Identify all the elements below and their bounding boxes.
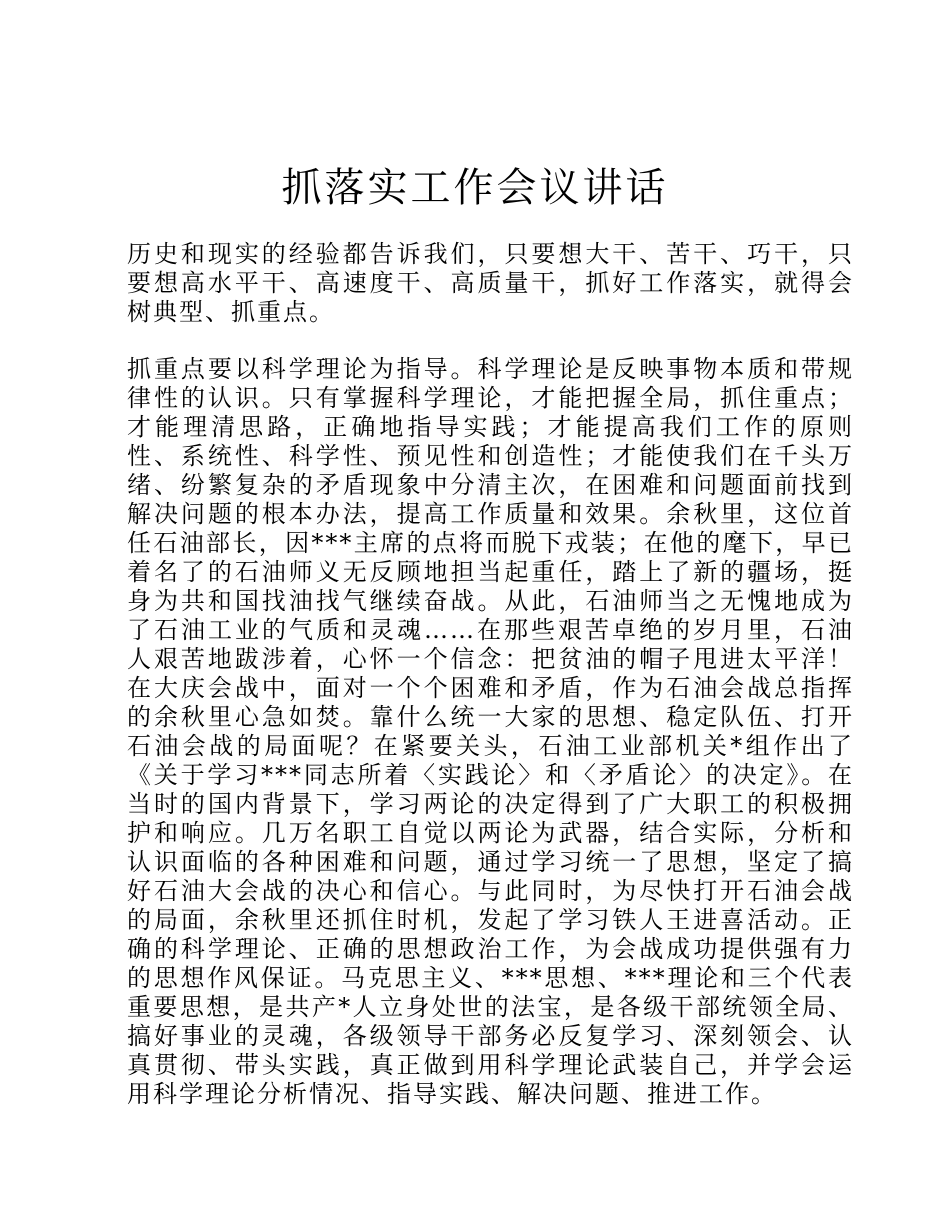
document-body xyxy=(127,240,854,1137)
document-title: 抓落实工作会议讲话 xyxy=(281,165,669,211)
paragraph-focus-on-theory: 抓重点要以科学理论为指导。科学理论是反映事物本质和带规律性的认识。只有掌握科学理论，才能把握全局，抓住重点；才能理清思路，正确地指导实践；才能提高我们工作的原则性、系统性、科学性、预见性和创造性；才能使我们在千头万绪、纷繁复杂的矛盾现象中分清主次，在困难和问题面前找到解决问题的根本办法，提高工作质量和效果。余秋里，这位首任石油部长，因***主席的点将而脱下戎装；在他的麾下，早已着名了的石油师义无反顾地担当起重任，踏上了新的疆场，挺身为共和国找油找气继续奋战。从此，石油师当之无愧地成为了石油工业的气质和灵魂……在那些艰苦卓绝的岁月里，石油人艰苦地跋涉着，心怀一个信念：把贫油的帽子甩进太平洋！在大庆会战中，面对一个个困难和矛盾，作为石油会战总指挥的余秋里心急如焚。靠什么统一大家的思想、稳定队伍、打开石油会战的局面呢？在紧要关头，石油工业部机关*组作出了《关于学习***同志所着〈实践论〉和〈矛盾论〉的决定》。在当时的国内背景下，学习两论的决定得到了广大职工的积极拥护和响应。几万名职工自觉以两论为武器，结合实际，分析和认识面临的各种困难和问题，通过学习统一了思想，坚定了搞好石油大会战的决心和信心。与此同时，为尽快打开石油会战的局面，余秋里还抓住时机，发起了学习铁人王进喜活动。正确的科学理论、正确的思想政治工作，为会战成功提供强有力的思想作风保证。马克思主义、***思想、***理论和三个代表重要思想，是共产*人立身处世的法宝，是各级干部统领全局、搞好事业的灵魂，各级领导干部务必反复学习、深刻领会、认真贯彻、带头实践，真正做到用科学理论武装自己，并学会运用科学理论分析情况、指导实践、解决问题、推进工作。 xyxy=(127,355,854,1108)
paragraph-intro: 历史和现实的经验都告诉我们，只要想大干、苦干、巧干，只要想高水平干、高速度干、高质量干，抓好工作落实，就得会树典型、抓重点。 xyxy=(127,240,854,326)
